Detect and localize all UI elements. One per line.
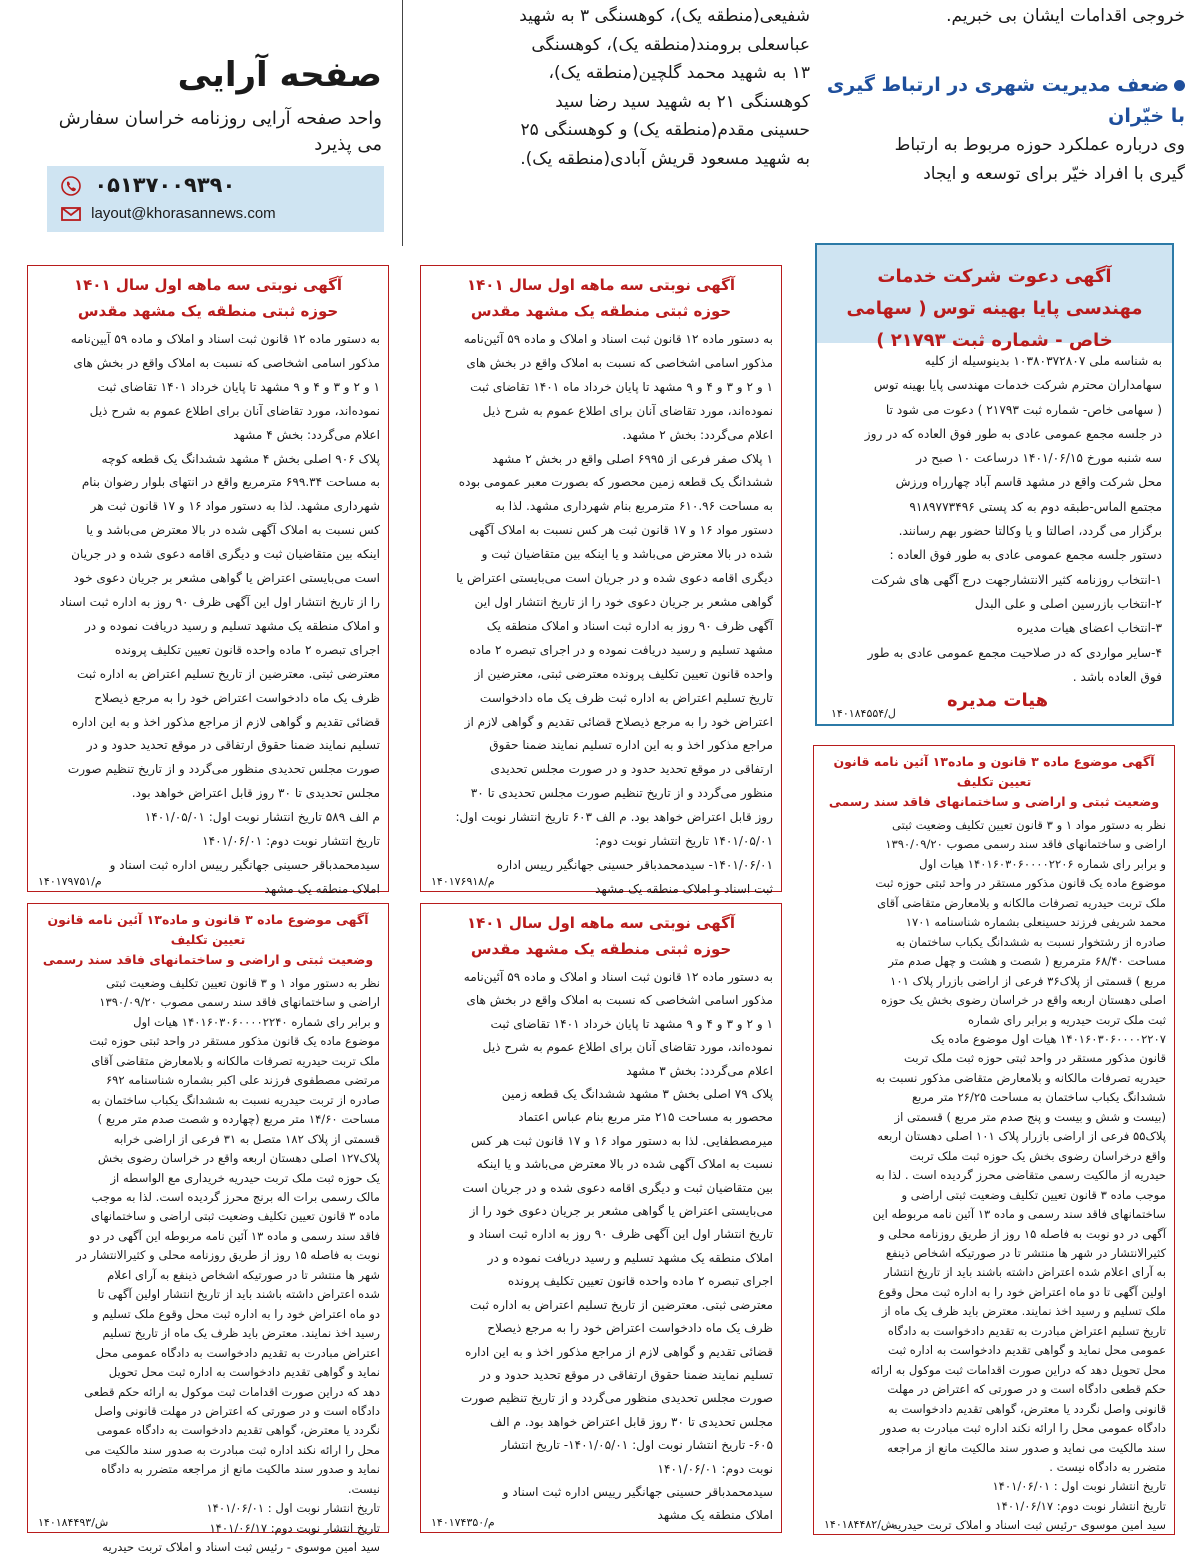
notice-title: آگهی نوبتی سه ماهه اول سال ۱۴۰۱ bbox=[466, 276, 735, 294]
notice-code: م/۱۴۰۱۷۹۷۵۱ bbox=[38, 875, 102, 888]
notice-registry-middle-bottom bbox=[420, 903, 782, 1533]
company-notice-signature: هیات مدیره bbox=[947, 690, 1049, 711]
news-right-body: وی درباره عملکرد حوزه مربوط به ارتباط گیری با افراد خیّر برای توسعه و ایجاد bbox=[894, 135, 1185, 184]
notice-code: ش/۱۴۰۱۸۴۴۹۳ bbox=[38, 1516, 109, 1529]
bullet-icon bbox=[1174, 80, 1185, 91]
notice-code: م/۱۴۰۱۷۴۳۵۰ bbox=[431, 1516, 495, 1529]
promo-title: صفحه آرایی bbox=[177, 55, 382, 95]
notice-land-status-right bbox=[813, 745, 1175, 1535]
notice-registry-left-top bbox=[27, 265, 389, 896]
promo-description: واحد صفحه آرایی روزنامه خراسان سفارش می پذیرد bbox=[58, 108, 382, 155]
notice-registry-middle-top bbox=[420, 265, 782, 896]
notice-body: نظر به دستور مواد ۱ و ۳ قانون تعیین تکلیف وضعیت ثبتی اراضی و ساختمانهای فاقد سند رسمی مصوب ۱۳۹۰/۰۹/۲۰ و برابر رای شماره ۱۴۰۱۶۰۳۰۶۰۰۰۰۲۲۴۰ هیات اول موضوع ماده یک قانون مذکور مستقر در واحد ثبتی حوزه ثبت ملک تربت حیدریه تصرفات مالکانه و بلامعارض متقاضی آقای مرتضی مصطفوی فرزند علی اکبر بشماره شناسنامه ۶۹۲ صادره از تربت حیدریه نسبت به ششدانگ یکباب ساختمان به مساحت ۱۴/۶۰ متر مربع (چهارده و شصت صدم متر مربع ) قسمتی از پلاک ۱۸۲ متصل به ۳۱ فرعی از اراضی خرابه پلاک۱۲۷ اصلی دهستان اربعه واقع در خراسان رضوی بخش یک حوزه ثبت ملک تربت حیدریه خریداری مع الواسطه از مالک رسمی برات اله برنج محرز گردیده است. لذا به موجب ماده ۳ قانون تعیین تکلیف وضعیت ثبتی اراضی و ساختمانهای فاقد سند رسمی و ماده ۱۳ آئین نامه مربوطه این آگهی در دو نوبت به فاصله ۱۵ روز از طریق روزنامه محلی و کثیرالانتشار در شهر ها منتشر تا در صورتیکه اشخاص ذینفع به آرای اعلام شده اعتراض داشته باشند باید از تاریخ انتشار اولین آگهی تا دو ماه اعتراض خود را به اداره ثبت محل وقوع ملک تسلیم و رسید اخذ نمایند. معترض باید ظرف یک ماه از تاریخ تسلیم اعتراض مبادرت به تقدیم دادخواست به دادگاه عمومی محل نماید و گواهی تقدیم دادخواست به اداره ثبت محل تحویل دهد که دراین صورت اقدامات ثبت موکول به ارائه حکم قطعی دادگاه است و در صورتی که اعتراض در مهلت قانونی واصل نگردد یا معترض، گواهی تقدیم دادخواست به دادگاه عمومی محل را ارائه نکند اداره ثبت مبادرت به صدور سند مالکیت می نماید و صدور سند مالکیت مانع از مراجعه متضرر به دادگاه نیست. تاریخ انتشار نوبت اول : ۱۴۰۱/۰۶/۰۱ تاریخ انتشار نوبت دوم: ۱۴۰۱/۰۶/۱۷ سید امین موسوی - رئیس ثبت اسناد و املاک تربت حیدریه bbox=[76, 976, 380, 1555]
news-right-headline-1: ضعف مدیریت شهری در ارتباط گیری bbox=[827, 70, 1185, 100]
notice-body: نظر به دستور مواد ۱ و ۳ قانون تعیین تکلیف وضعیت ثبتی اراضی و ساختمانهای فاقد سند رسمی مصوب ۱۳۹۰/۰۹/۲۰ و برابر رای شماره ۱۴۰۱۶۰۳۰۶۰۰۰۰۲۲۰۶ هیات اول موضوع ماده یک قانون مذکور مستقر در واحد ثبتی حوزه ثبت ملک تربت حیدریه تصرفات مالکانه و بلامعارض متقاضی آقای محمد شریفی فرزند حسینعلی بشماره شناسنامه ۱۷۰۱ صادره از رشتخوار نسبت به ششدانگ یکباب ساختمان به مساحت ۶۸/۴۰ مترمربع ( شصت و هشت و چهل صدم متر مربع ) قسمتی از پلاک۳۶ فرعی از اراضی بازرار پلاک ۱۰۱ اصلی دهستان اربعه واقع در خراسان رضوی بخش یک حوزه ثبت ملک تربت حیدریه و برابر رای شماره ۱۴۰۱۶۰۳۰۶۰۰۰۰۲۲۰۷ هیات اول موضوع ماده یک قانون مذکور مستقر در واحد ثبتی حوزه ثبت ملک تربت حیدریه تصرفات مالکانه و بلامعارض متقاضی مذکور نسبت به ششدانگ یکباب ساختمان به مساحت ۲۶/۲۵ متر مربع (بیست و شش و بیست و پنج صدم متر مربع ) قسمتی از پلاک۵۵ فرعی از اراضی بازرار پلاک ۱۰۱ اصلی دهستان اربعه واقع درخراسان رضوی بخش یک حوزه ثبت ملک تربت حیدریه از مالکیت رسمی متقاضی محرز گردیده است . لذا به موجب ماده ۳ قانون تعیین تکلیف وضعیت ثبتی اراضی و ساختمانهای فاقد سند رسمی و ماده ۱۳ آئین نامه مربوطه این آگهی در دو نوبت به فاصله ۱۵ روز از طریق روزنامه محلی و کثیرالانتشار در شهر ها منتشر تا در صورتیکه اشخاص ذینفع به آرای اعلام شده اعتراض داشته باشند باید از تاریخ انتشار اولین آگهی تا دو ماه اعتراض خود را به اداره ثبت محل وقوع ملک تسلیم و رسید اخذ نمایند. معترض باید ظرف یک ماه از تاریخ تسلیم اعتراض مبادرت به تقدیم دادخواست به دادگاه عمومی محل نماید و گواهی تقدیم دادخواست به اداره ثبت محل تحویل دهد که دراین صورت اقدامات ثبت موکول به ارائه حکم قطعی دادگاه است و در صورتی که اعتراض در مهلت قانونی واصل نگردد یا معترض، گواهی تقدیم دادخواست به دادگاه عمومی محل را ارائه نکند اداره ثبت مبادرت به صدور سند مالکیت می نماید و صدور سند مالکیت مانع از مراجعه متضرر به دادگاه نیست . تاریخ انتشار نوبت اول : ۱۴۰۱/۰۶/۰۱ تاریخ انتشار نوبت دوم: ۱۴۰۱/۰۶/۱۷ سید امین موسوی -رئیس ثبت اسناد و املاک تربت حیدریه bbox=[870, 818, 1166, 1533]
news-right-lead: خروجی اقدامات ایشان بی خبریم. bbox=[946, 6, 1185, 26]
notice-title: آگهی موضوع ماده ۳ قانون و ماده۱۳ آئین نامه قانون تعیین تکلیف bbox=[47, 912, 369, 947]
phone-icon bbox=[61, 176, 81, 196]
notice-subtitle: حوزه ثبتی منطقه یک مشهد مقدس bbox=[77, 302, 339, 320]
notice-code: ش/۱۴۰۱۸۴۴۸۲ bbox=[824, 1518, 895, 1531]
mail-icon bbox=[61, 207, 81, 221]
company-invitation-notice bbox=[815, 243, 1174, 726]
phone-number: ۰۵۱۳۷۰۰۹۳۹۰ bbox=[94, 173, 236, 197]
notice-subtitle: وضعیت ثبتی و اراضی و ساختمانهای فاقد سند رسمی bbox=[42, 952, 374, 967]
email-address: layout@khorasannews.com bbox=[91, 205, 276, 222]
notice-title: آگهی نوبتی سه ماهه اول سال ۱۴۰۱ bbox=[466, 914, 735, 932]
notice-subtitle: حوزه ثبتی منطقه یک مشهد مقدس bbox=[470, 302, 732, 320]
notice-subtitle: وضعیت ثبتی و اراضی و ساختمانهای فاقد سند رسمی bbox=[828, 794, 1160, 809]
notice-subtitle: حوزه ثبتی منطقه یک مشهد مقدس bbox=[470, 940, 732, 958]
company-notice-body: به شناسه ملی ۱۰۳۸۰۳۷۲۸۰۷ بدینوسیله از کلیه سهامداران محترم شرکت خدمات مهندسی پایا بهینه توس ( سهامی خاص- شماره ثبت ۲۱۷۹۳ ) دعوت می شود تا در جلسه مجمع عمومی عادی به طور فوق العاده که در روز سه شنبه مورخ ۱۴۰۱/۰۶/۱۵ درساعت ۱۰ صبح در محل شرکت واقع در مشهد قاسم آباد چهارراه ورزش مجتمع الماس-طبقه دوم به کد پستی ۹۱۸۹۷۷۳۴۹۶ برگزار می گردد، اصالتا و یا وکالتا حضور بهم رسانند. دستور جلسه مجمع عمومی عادی به طور فوق العاده : ۱-انتخاب روزنامه کثیر الانتشارجهت درج آگهی های شرکت ۲-انتخاب بازرسین اصلی و علی البدل ۳-انتخاب اعضای هیات مدیره ۴-سایر مواردی که در صلاحیت مجمع عمومی عادی به طور فوق العاده باشد . bbox=[864, 354, 1162, 684]
company-notice-code: ل/۱۴۰۱۸۴۵۵۴ bbox=[831, 707, 896, 720]
notice-body: به دستور ماده ۱۲ قانون ثبت اسناد و املاک و ماده ۵۹ آئین‌نامه مذکور اسامی اشخاصی که نسبت به املاک واقع در بخش های ۱ و ۲ و ۳ و ۴ و ۹ مشهد تا پایان خرداد ماه ۱۴۰۱ تقاضای ثبت نموده‌اند، مورد تقاضای آنان برای اطلاع عموم به شرح ذیل اعلام می‌گردد: بخش ۲ مشهد. ۱ پلاک صفر فرعی از ۶۹۹۵ اصلی واقع در بخش ۲ مشهد ششدانگ یک قطعه زمین محصور که بصورت معبر عمومی بوده به مساحت ۶۱۰.۹۶ مترمربع بنام شهرداری مشهد. لذا به دستور مواد ۱۶ و ۱۷ قانون ثبت هر کس نسبت به املاک آگهی شده در بالا معترض می‌باشد و یا اینکه بین متقاضیان ثبت و دیگری اقامه دعوی شده و در جریان است می‌بایستی اعتراض یا گواهی مشعر بر جریان دعوی خود را از تاریخ انتشار اول این آگهی ظرف ۹۰ روز به اداره ثبت اسناد و املاک منطقه یک مشهد تسلیم و رسید دریافت نموده و در اجرای تبصره ۲ ماده واحده قانون تعیین تکلیف پرونده معترضی ثبتی، معترضین از تاریخ تسلیم اعتراض به اداره ثبت ظرف یک ماه دادخواست اعتراض خود را به مرجع ذیصلاح قضائی تقدیم و گواهی لازم از مراجع مذکور اخذ و به این اداره تسلیم نمایند ضمنا حقوق ارتفاقی در موقع تحدید حدود و در صورت مجلس تحدیدی منظور می‌گردد و از تاریخ تنظیم صورت مجلس تحدیدی تا ۳۰ روز قابل اعتراض خواهد بود. م الف ۶۰۳ تاریخ انتشار نوبت اول: ۱۴۰۱/۰۵/۰۱ تاریخ انتشار نوبت دوم: ۱۴۰۱/۰۶/۰۱- سیدمحمدباقر حسینی جهانگیر رییس اداره ثبت اسناد و املاک منطقه یک مشهد bbox=[455, 332, 773, 896]
phone-row[interactable] bbox=[61, 173, 235, 197]
promo-box bbox=[30, 0, 403, 246]
notice-land-status-left bbox=[27, 903, 389, 1555]
notice-body: به دستور ماده ۱۲ قانون ثبت اسناد و املاک و ماده ۵۹ آئین‌نامه مذکور اسامی اشخاصی که نسبت به املاک واقع در بخش های ۱ و ۲ و ۳ و ۴ و ۹ مشهد تا پایان خرداد ۱۴۰۱ تقاضای ثبت نموده‌اند، مورد تقاضای آنان برای اطلاع عموم به شرح ذیل اعلام می‌گردد: بخش ۳ مشهد پلاک ۷۹ اصلی بخش ۳ مشهد ششدانگ یک قطعه زمین محصور به مساحت ۲۱۵ متر مربع بنام عباس اعتماد میرمصطفایی. لذا به دستور مواد ۱۶ و ۱۷ قانون ثبت هر کس نسبت به املاک آگهی شده در بالا معترض می‌باشد و یا اینکه بین متقاضیان ثبت و دیگری اقامه دعوی شده و در جریان است می‌بایستی اعتراض یا گواهی مشعر بر جریان دعوی خود را از تاریخ انتشار اول این آگهی ظرف ۹۰ روز به اداره ثبت اسناد و املاک منطقه یک مشهد تسلیم و رسید دریافت نموده و در اجرای تبصره ۲ ماده واحده قانون تعیین تکلیف پرونده معترضی ثبتی. معترضین از تاریخ تسلیم اعتراض به اداره ثبت ظرف یک ماه دادخواست اعتراض خود را به مرجع ذیصلاح قضائی تقدیم و گواهی لازم از مراجع مذکور اخذ و به این اداره تسلیم نمایند ضمنا حقوق ارتفاقی در موقع تحدید حدود و در صورت مجلس تحدیدی منظور می‌گردد و از تاریخ تنظیم صورت مجلس تحدیدی تا ۳۰ روز قابل اعتراض خواهد بود. م الف ۶۰۵- تاریخ انتشار نوبت اول: ۱۴۰۱/۰۵/۰۱- تاریخ انتشار نوبت دوم: ۱۴۰۱/۰۶/۰۱ سیدمحمدباقر حسینی جهانگیر رییس اداره ثبت اسناد و املاک منطقه یک مشهد bbox=[460, 970, 773, 1523]
email-row[interactable] bbox=[61, 205, 276, 222]
news-column-middle: شفیعی(منطقه یک)، کوهسنگی ۳ به شهید عباسعلی برومند(منطقه یک)، کوهسنگی ۱۳ به شهید محمد گلچین(منطقه یک)، کوهسنگی ۲۱ به شهید سید رضا سید حسینی مقدم(منطقه یک) و کوهسنگی ۲۵ به شهید مسعود قریش آبادی(منطقه یک). bbox=[519, 6, 810, 169]
news-right-headline-2: با خیّران bbox=[1108, 105, 1185, 127]
notice-title: آگهی نوبتی سه ماهه اول سال ۱۴۰۱ bbox=[73, 276, 342, 294]
notice-title: آگهی موضوع ماده ۳ قانون و ماده۱۳ آئین نامه قانون تعیین تکلیف bbox=[833, 754, 1155, 789]
notice-body: به دستور ماده ۱۲ قانون ثبت اسناد و املاک و ماده ۵۹ آیین‌نامه مذکور اسامی اشخاصی که نسبت به املاک واقع در بخش های ۱ و ۲ و ۳ و ۴ و ۹ مشهد تا پایان خرداد ۱۴۰۱ تقاضای ثبت نموده‌اند، مورد تقاضای آنان برای اطلاع عموم به شرح ذیل اعلام می‌گردد: بخش ۴ مشهد پلاک ۹۰۶ اصلی بخش ۴ مشهد ششدانگ یک قطعه کوچه به مساحت ۶۹۹.۳۴ مترمربع واقع در انتهای بلوار رضوان بنام شهرداری مشهد. لذا به دستور مواد ۱۶ و ۱۷ قانون ثبت هر کس نسبت به املاک آگهی شده در بالا معترض می‌باشد و یا اینکه بین متقاضیان ثبت و دیگری اقامه دعوی شده و در جریان است می‌بایستی اعتراض یا گواهی مشعر بر جریان دعوی خود را از تاریخ انتشار اول این آگهی ظرف ۹۰ روز به اداره ثبت اسناد و املاک منطقه یک مشهد تسلیم و رسید دریافت نموده و در اجرای تبصره ۲ ماده واحده قانون تعیین تکلیف پرونده معترضی ثبتی. معترضین از تاریخ تسلیم اعتراض به اداره ثبت ظرف یک ماه دادخواست اعتراض خود را به مرجع ذیصلاح قضائی تقدیم و گواهی لازم از مراجع مذکور اخذ و به این اداره تسلیم نمایند ضمنا حقوق ارتفاقی در موقع تحدید حدود و در صورت مجلس تحدیدی منظور می‌گردد و از تاریخ تنظیم صورت مجلس تحدیدی تا ۳۰ روز قابل اعتراض خواهد بود. م الف ۵۸۹ تاریخ انتشار نوبت اول: ۱۴۰۱/۰۵/۰۱ تاریخ انتشار نوبت دوم: ۱۴۰۱/۰۶/۰۱ سیدمحمدباقر حسینی جهانگیر رییس اداره ثبت اسناد و املاک منطقه یک مشهد bbox=[59, 332, 380, 896]
company-notice-title: آگهی دعوت شرکت خدمات مهندسی پایا بهینه توس ( سهامی خاص - شماره ثبت ۲۱۷۹۳ ) bbox=[846, 266, 1143, 351]
promo-contact-box bbox=[47, 166, 384, 232]
notice-code: م/۱۴۰۱۷۶۹۱۸ bbox=[431, 875, 495, 888]
company-notice-header bbox=[817, 245, 1172, 351]
